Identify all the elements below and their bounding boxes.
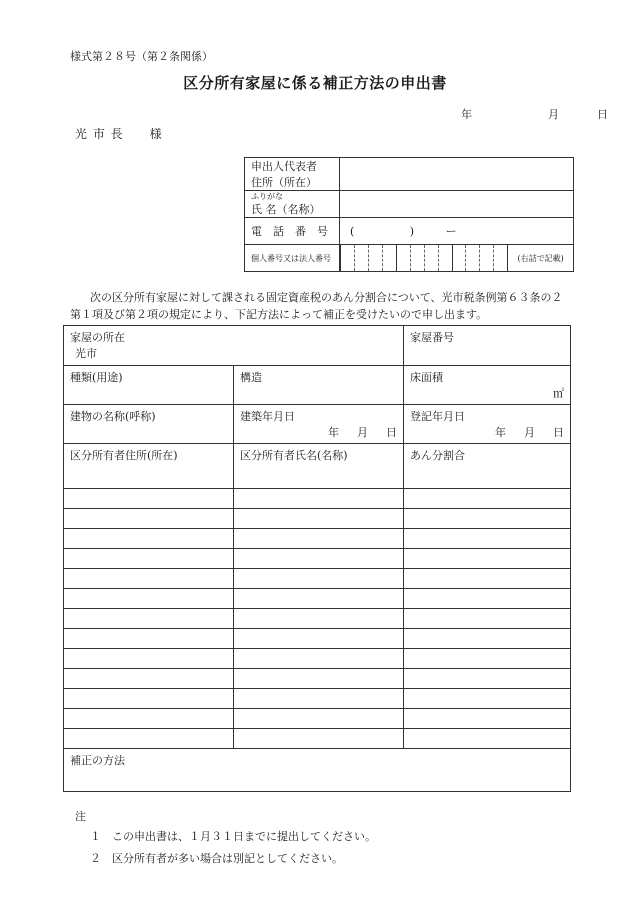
ratio-label: あん分割合 <box>410 449 465 462</box>
ratio-input[interactable] <box>404 629 571 649</box>
declaration-paragraph: 次の区分所有家屋に対して課される固定資産税のあん分割合について、光市税条例第６３条の２第１項及び第２項の規定により、下記方法によって補正を受けたいので申し出ます。 <box>70 291 563 321</box>
name-label: 氏 名（名称） <box>251 202 321 216</box>
owner-name-input[interactable] <box>234 529 404 549</box>
id-number-field[interactable] <box>340 245 574 272</box>
owner-row <box>64 569 571 589</box>
applicant-table <box>244 157 574 272</box>
notes-heading: 注 <box>75 810 86 823</box>
id-number-label-text: 個人番号又は法人番号 <box>251 253 331 263</box>
form-number: 様式第２８号（第２条関係） <box>70 50 213 63</box>
property-table <box>63 325 571 792</box>
owner-address-input[interactable] <box>64 729 234 749</box>
location-value: 光市 <box>75 347 97 360</box>
built-year: 年 <box>328 426 339 439</box>
owner-address-input[interactable] <box>64 709 234 729</box>
owner-name-input[interactable] <box>234 689 404 709</box>
building-name-cell[interactable] <box>64 405 234 444</box>
owner-address-input[interactable] <box>64 689 234 709</box>
location-cell[interactable] <box>64 326 404 366</box>
building-name-label: 建物の名称(呼称) <box>70 410 156 423</box>
id-number-label <box>245 245 340 272</box>
owner-address-input[interactable] <box>64 509 234 529</box>
owner-row <box>64 549 571 569</box>
kind-cell[interactable] <box>64 366 234 405</box>
owner-row <box>64 509 571 529</box>
phone-field[interactable] <box>340 218 574 245</box>
ratio-input[interactable] <box>404 609 571 629</box>
name-label-cell <box>245 191 340 218</box>
house-number-cell[interactable] <box>404 326 571 366</box>
registered-date-label: 登記年月日 <box>410 410 465 423</box>
correction-method-label: 補正の方法 <box>70 754 125 767</box>
owner-address-header <box>64 444 234 489</box>
owner-name-input[interactable] <box>234 569 404 589</box>
ratio-input[interactable] <box>404 729 571 749</box>
owner-address-input[interactable] <box>64 649 234 669</box>
built-date-cell[interactable] <box>234 405 404 444</box>
ratio-input[interactable] <box>404 529 571 549</box>
owner-name-input[interactable] <box>234 509 404 529</box>
owner-name-input[interactable] <box>234 629 404 649</box>
owner-row <box>64 609 571 629</box>
submission-date <box>461 106 608 122</box>
owner-row <box>64 709 571 729</box>
furigana-label: ふりがな <box>251 191 283 201</box>
owner-address-label: 区分所有者住所(所在) <box>70 449 178 462</box>
page-title: 区分所有家屋に係る補正方法の申出書 <box>183 74 447 92</box>
owner-address-input[interactable] <box>64 529 234 549</box>
ratio-input[interactable] <box>404 649 571 669</box>
notes <box>75 806 376 865</box>
owner-row <box>64 629 571 649</box>
ratio-header <box>404 444 571 489</box>
date-year: 年 <box>461 108 472 121</box>
owner-row <box>64 689 571 709</box>
owner-address-input[interactable] <box>64 609 234 629</box>
rep-address-label <box>245 158 340 191</box>
owner-name-input[interactable] <box>234 589 404 609</box>
ratio-input[interactable] <box>404 589 571 609</box>
owner-row <box>64 669 571 689</box>
registered-day: 日 <box>553 426 564 439</box>
rep-label-line2: 住所（所在） <box>251 176 317 189</box>
ratio-input[interactable] <box>404 709 571 729</box>
owner-row <box>64 649 571 669</box>
owner-address-input[interactable] <box>64 549 234 569</box>
owner-name-header <box>234 444 404 489</box>
owner-name-input[interactable] <box>234 549 404 569</box>
rep-address-field[interactable] <box>340 158 574 191</box>
date-month: 月 <box>548 108 559 121</box>
phone-close-paren: ) <box>409 225 415 238</box>
house-number-label: 家屋番号 <box>410 331 454 344</box>
owner-name-input[interactable] <box>234 609 404 629</box>
phone-open-paren: ( <box>350 225 355 238</box>
floor-area-cell[interactable] <box>404 366 571 405</box>
owner-address-input[interactable] <box>64 669 234 689</box>
owner-name-input[interactable] <box>234 669 404 689</box>
owner-row <box>64 589 571 609</box>
phone-label: 電 話 番 号 <box>245 218 340 245</box>
ratio-input[interactable] <box>404 669 571 689</box>
owner-name-label: 区分所有者氏名(名称) <box>240 449 348 462</box>
note-item: １ この申出書は、１月３１日までに提出してください。 <box>90 830 376 843</box>
ratio-input[interactable] <box>404 509 571 529</box>
owner-address-input[interactable] <box>64 569 234 589</box>
correction-method-cell[interactable] <box>64 749 571 792</box>
registered-month: 月 <box>524 426 535 439</box>
owner-row <box>64 529 571 549</box>
built-date-label: 建築年月日 <box>240 410 295 423</box>
note-item: ２ 区分所有者が多い場合は別記としてください。 <box>90 852 343 865</box>
registered-date-cell[interactable] <box>404 405 571 444</box>
phone-dash: ー <box>445 225 457 238</box>
date-day: 日 <box>597 108 608 121</box>
owner-address-input[interactable] <box>64 629 234 649</box>
owner-row <box>64 489 571 509</box>
owner-name-input[interactable] <box>234 709 404 729</box>
built-date-units <box>240 424 397 440</box>
owner-name-input[interactable] <box>234 649 404 669</box>
ratio-input[interactable] <box>404 549 571 569</box>
ratio-input[interactable] <box>404 489 571 509</box>
floor-area-unit: ㎡ <box>553 387 564 400</box>
id-note: (右詰で記載) <box>517 253 564 263</box>
built-day: 日 <box>386 426 397 439</box>
registered-date-units <box>410 424 564 440</box>
addressee: 光 市 長 様 <box>75 127 163 141</box>
kind-label: 種類(用途) <box>70 371 123 384</box>
floor-area-label: 床面積 <box>410 371 443 384</box>
owner-address-input[interactable] <box>64 489 234 509</box>
built-month: 月 <box>357 426 368 439</box>
registered-year: 年 <box>495 426 506 439</box>
structure-cell[interactable] <box>234 366 404 405</box>
ratio-input[interactable] <box>404 689 571 709</box>
name-field[interactable] <box>340 191 574 218</box>
owner-row <box>64 729 571 749</box>
structure-label: 構造 <box>240 371 262 384</box>
owner-name-input[interactable] <box>234 729 404 749</box>
ratio-input[interactable] <box>404 569 571 589</box>
rep-label-line1: 申出人代表者 <box>251 160 317 173</box>
location-label: 家屋の所在 <box>70 331 125 344</box>
owner-address-input[interactable] <box>64 589 234 609</box>
owner-name-input[interactable] <box>234 489 404 509</box>
